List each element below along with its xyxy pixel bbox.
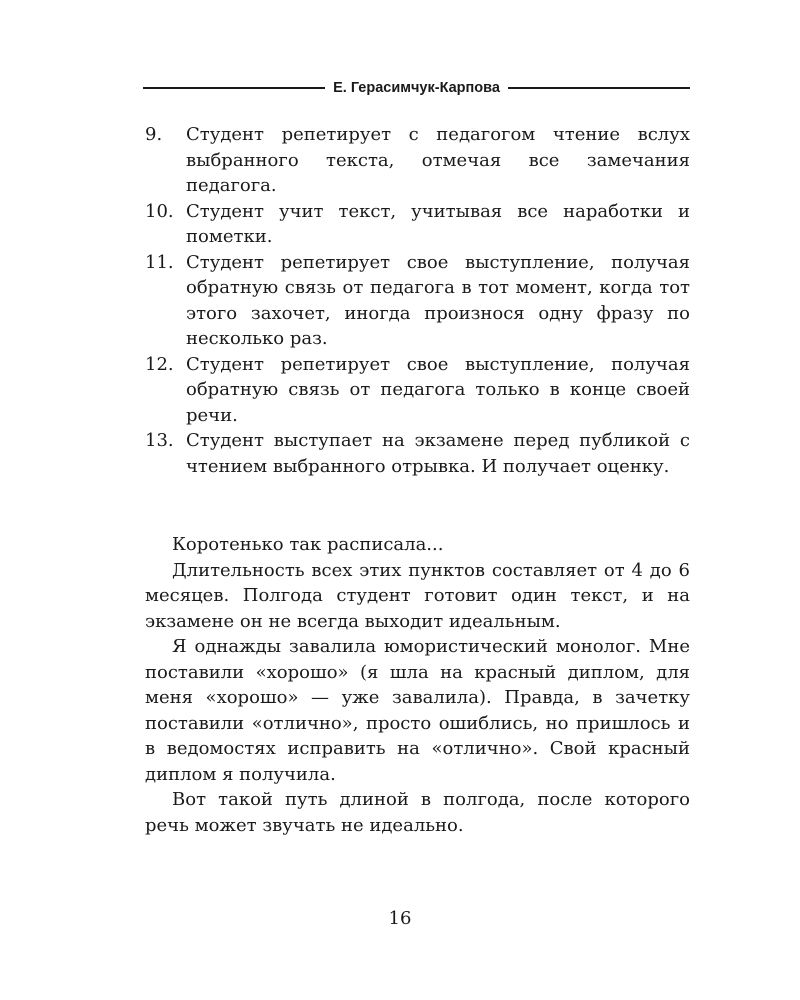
paragraph: Коротенько так расписала... — [172, 534, 444, 555]
body-text — [145, 532, 690, 838]
paragraph: Я однажды завалила юмористический монолог. Мне поставили «хорошо» (я шла на красный диплом, для меня «хорошо» — уже завалила). Правда, в зачетку поставили «отлично», просто ошиблись, но пришлось и в ведомостях исправить на «отлично». Свой красный диплом я получила. — [145, 636, 690, 785]
list-item-number: 9. — [145, 124, 163, 145]
list-item — [145, 250, 690, 352]
list-item-text: Студент выступает на экзамене перед публикой с чтением выбранного отрывка. И получает оценку. — [186, 430, 690, 477]
header-rule-right — [508, 87, 690, 89]
list-item-number: 11. — [145, 251, 174, 273]
header-rule-left — [143, 87, 325, 89]
list-item-number: 10. — [145, 200, 174, 222]
running-header — [143, 76, 690, 100]
list-item-number: 12. — [145, 353, 174, 375]
numbered-list — [145, 122, 690, 479]
page-number: 16 — [388, 908, 412, 929]
list-item-text: Студент репетирует свое выступление, получая обратную связь от педагога только в конце своей речи. — [186, 353, 690, 426]
list-item-text: Студент учит текст, учитывая все наработки и пометки. — [186, 200, 690, 247]
paragraph: Вот такой путь длиной в полгода, после которого речь может звучать не идеально. — [145, 789, 690, 836]
paragraph: Длительность всех этих пунктов составляет от 4 до 6 месяцев. Полгода студент готовит один текст, и на экзамене он не всегда выходит идеальным. — [145, 559, 690, 632]
list-item — [145, 122, 690, 199]
list-item — [145, 199, 690, 250]
list-item-number: 13. — [145, 430, 174, 451]
header-author: Е. Герасимчук-Карпова — [333, 80, 500, 96]
list-item — [145, 428, 690, 479]
list-item-text: Студент репетирует свое выступление, получая обратную связь от педагога в тот момент, когда тот этого захочет, иногда произнося одну фразу по несколько раз. — [186, 251, 690, 349]
list-item-text: Студент репетирует с педагогом чтение вслух выбранного текста, отмечая все замечания педагога. — [186, 124, 690, 196]
list-item — [145, 352, 690, 429]
